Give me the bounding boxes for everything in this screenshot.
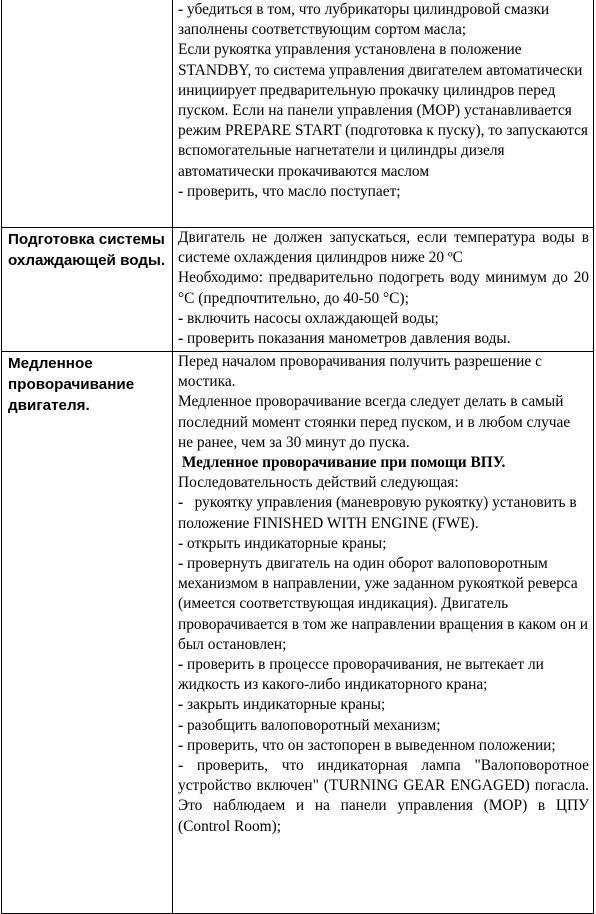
paragraph: Если рукоятка управления установлена в положение STANDBY, то система управления двигателем автоматически инициирует предварительную прокачку цилиндров перед пуском. Если на панели управления (MOP) устанавливается режим PREPARE START (подготовка к пуску), то запускаются вспомогательные нагнетатели и цилиндры дизеля автоматически прокачиваются маслом [178,41,589,180]
subheading: Медленное проворачивание при помощи ВПУ. [178,454,506,472]
row-heading [2,0,173,228]
table-row [2,0,594,228]
table-row [2,228,594,352]
list-item: - разобщить валоповоротный механизм; [178,716,441,734]
table-row [2,352,594,914]
row-content [173,352,594,914]
list-item: - проверить в процессе проворачивания, не вытекает ли жидкость из какого-либо индикаторного крана; [178,656,544,694]
list-item: - закрыть индикаторные краны; [178,696,386,714]
list-item: - проверить, что он застопорен в выведенном положении; [178,736,556,754]
paragraph: Перед началом проворачивания получить разрешение с мостика. [178,353,542,391]
paragraph: Последовательность действий следующая: [178,474,459,492]
paragraph: Медленное проворачивание всегда следует делать в самый последний момент стоянки перед пуском, и в любом случае не ранее, чем за 30 минут до пуска. [178,393,571,451]
row-content [173,228,594,352]
procedure-table [1,0,594,914]
list-item: - убедиться в том, что лубрикаторы цилиндровой смазки заполнены соответствующим сортом масла; [178,1,550,39]
paragraph: Двигатель не должен запускаться, если температура воды в системе охлаждения цилиндров ниже 20 ºС [178,229,589,267]
list-item: - включить насосы охлаждающей воды; [178,309,439,327]
list-item: - проверить показания манометров давления воды. [178,330,511,348]
row-heading: Медленное проворачивание двигателя. [2,352,173,914]
paragraph: Необходимо: предварительно подогреть воду минимум до 20 °C (предпочтительно, до 40-50 °C); [178,269,589,307]
list-item: - провернуть двигатель на один оборот валоповоротным механизмом в направлении, уже заданном рукояткой реверса (имеется соответствующая индикация). Двигатель проворачивается в том же направлении вращения в каком он и был остановлен; [178,555,589,653]
list-item: - рукоятку управления (маневровую рукоятку) установить в положение FINISHED WITH ENGINE (FWE). [178,494,581,532]
row-content [173,0,594,228]
row-heading: Подготовка системы охлаждающей воды. [2,228,173,352]
list-item: - открыть индикаторные краны; [178,534,387,552]
list-item: - проверить, что индикаторная лампа "Валоповоротное устройство включен" (TURNING GEAR ENGAGED) погасла. Это наблюдаем и на панели управления (MOP) в ЦПУ (Control Room); [178,757,589,835]
list-item: - проверить, что масло поступает; [178,182,401,200]
